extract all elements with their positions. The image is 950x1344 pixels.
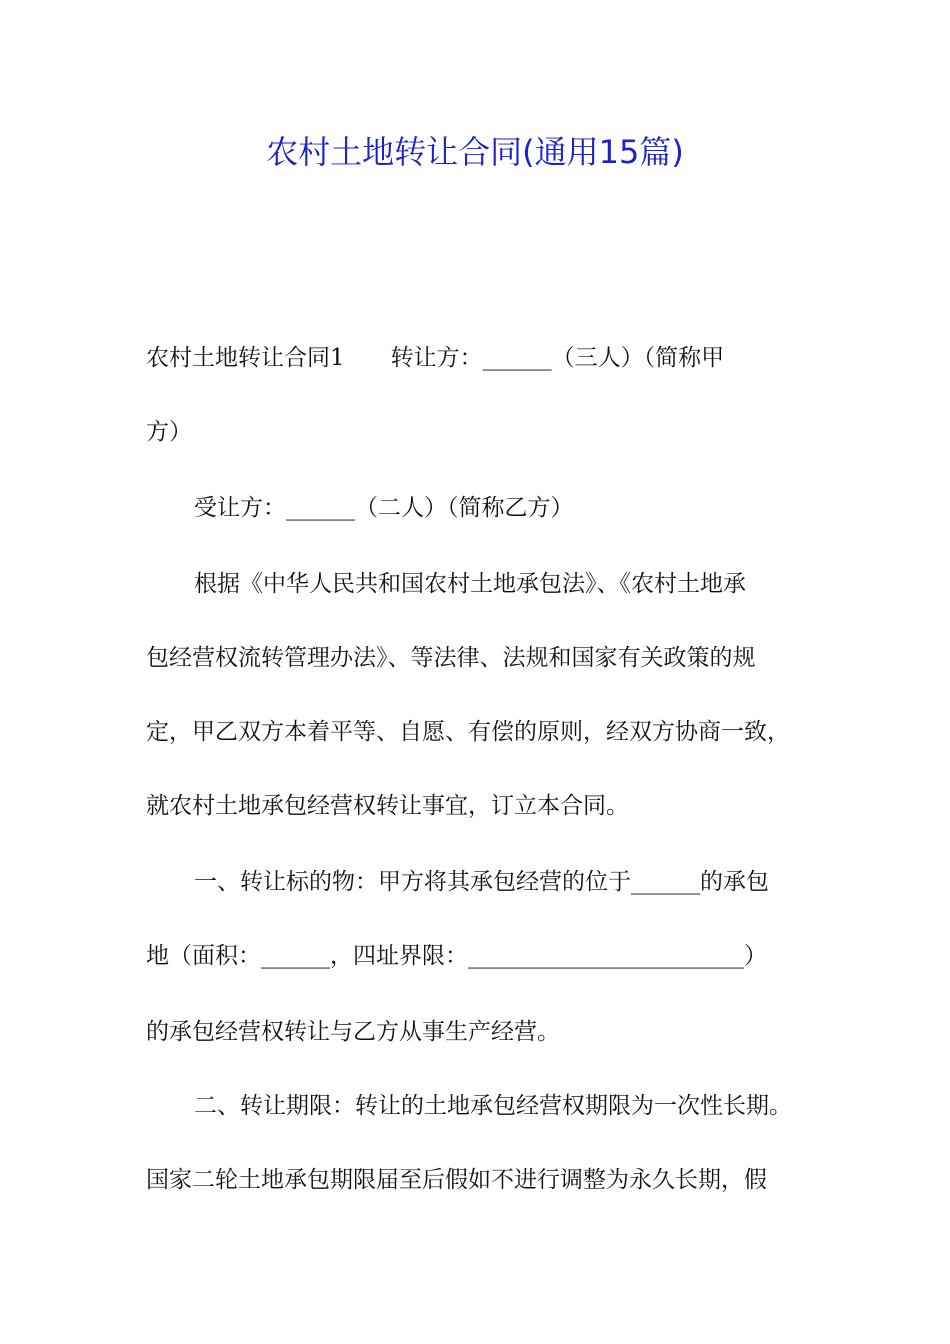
- paragraph-line: 国家二轮土地承包期限届至后假如不进行调整为永久长期，假: [146, 1167, 767, 1193]
- document-title: 农村土地转让合同(通用15篇): [266, 133, 684, 171]
- paragraph-line: 地（面积：______，四址界限：________________________）: [146, 943, 767, 969]
- paragraph-line: 就农村土地承包经营权转让事宜，订立本合同。: [146, 793, 629, 819]
- paragraph-line: 包经营权流转管理办法》、等法律、法规和国家有关政策的规: [146, 645, 756, 671]
- paragraph-line: 的承包经营权转让与乙方从事生产经营。: [146, 1019, 560, 1045]
- paragraph-line: 一、转让标的物：甲方将其承包经营的位于______的承包: [194, 869, 769, 895]
- paragraph-line: 受让方：______（二人）（简称乙方）: [194, 495, 574, 521]
- paragraph-line: 农村土地转让合同1 转让方：______（三人）（简称甲: [146, 345, 725, 371]
- paragraph-line: 根据《中华人民共和国农村土地承包法》、《农村土地承: [194, 571, 746, 597]
- paragraph-line: 二、转让期限：转让的土地承包经营权期限为一次性长期。: [194, 1093, 792, 1119]
- paragraph-line: 方）: [146, 419, 192, 445]
- paragraph-line: 定，甲乙双方本着平等、自愿、有偿的原则，经双方协商一致，: [146, 719, 790, 745]
